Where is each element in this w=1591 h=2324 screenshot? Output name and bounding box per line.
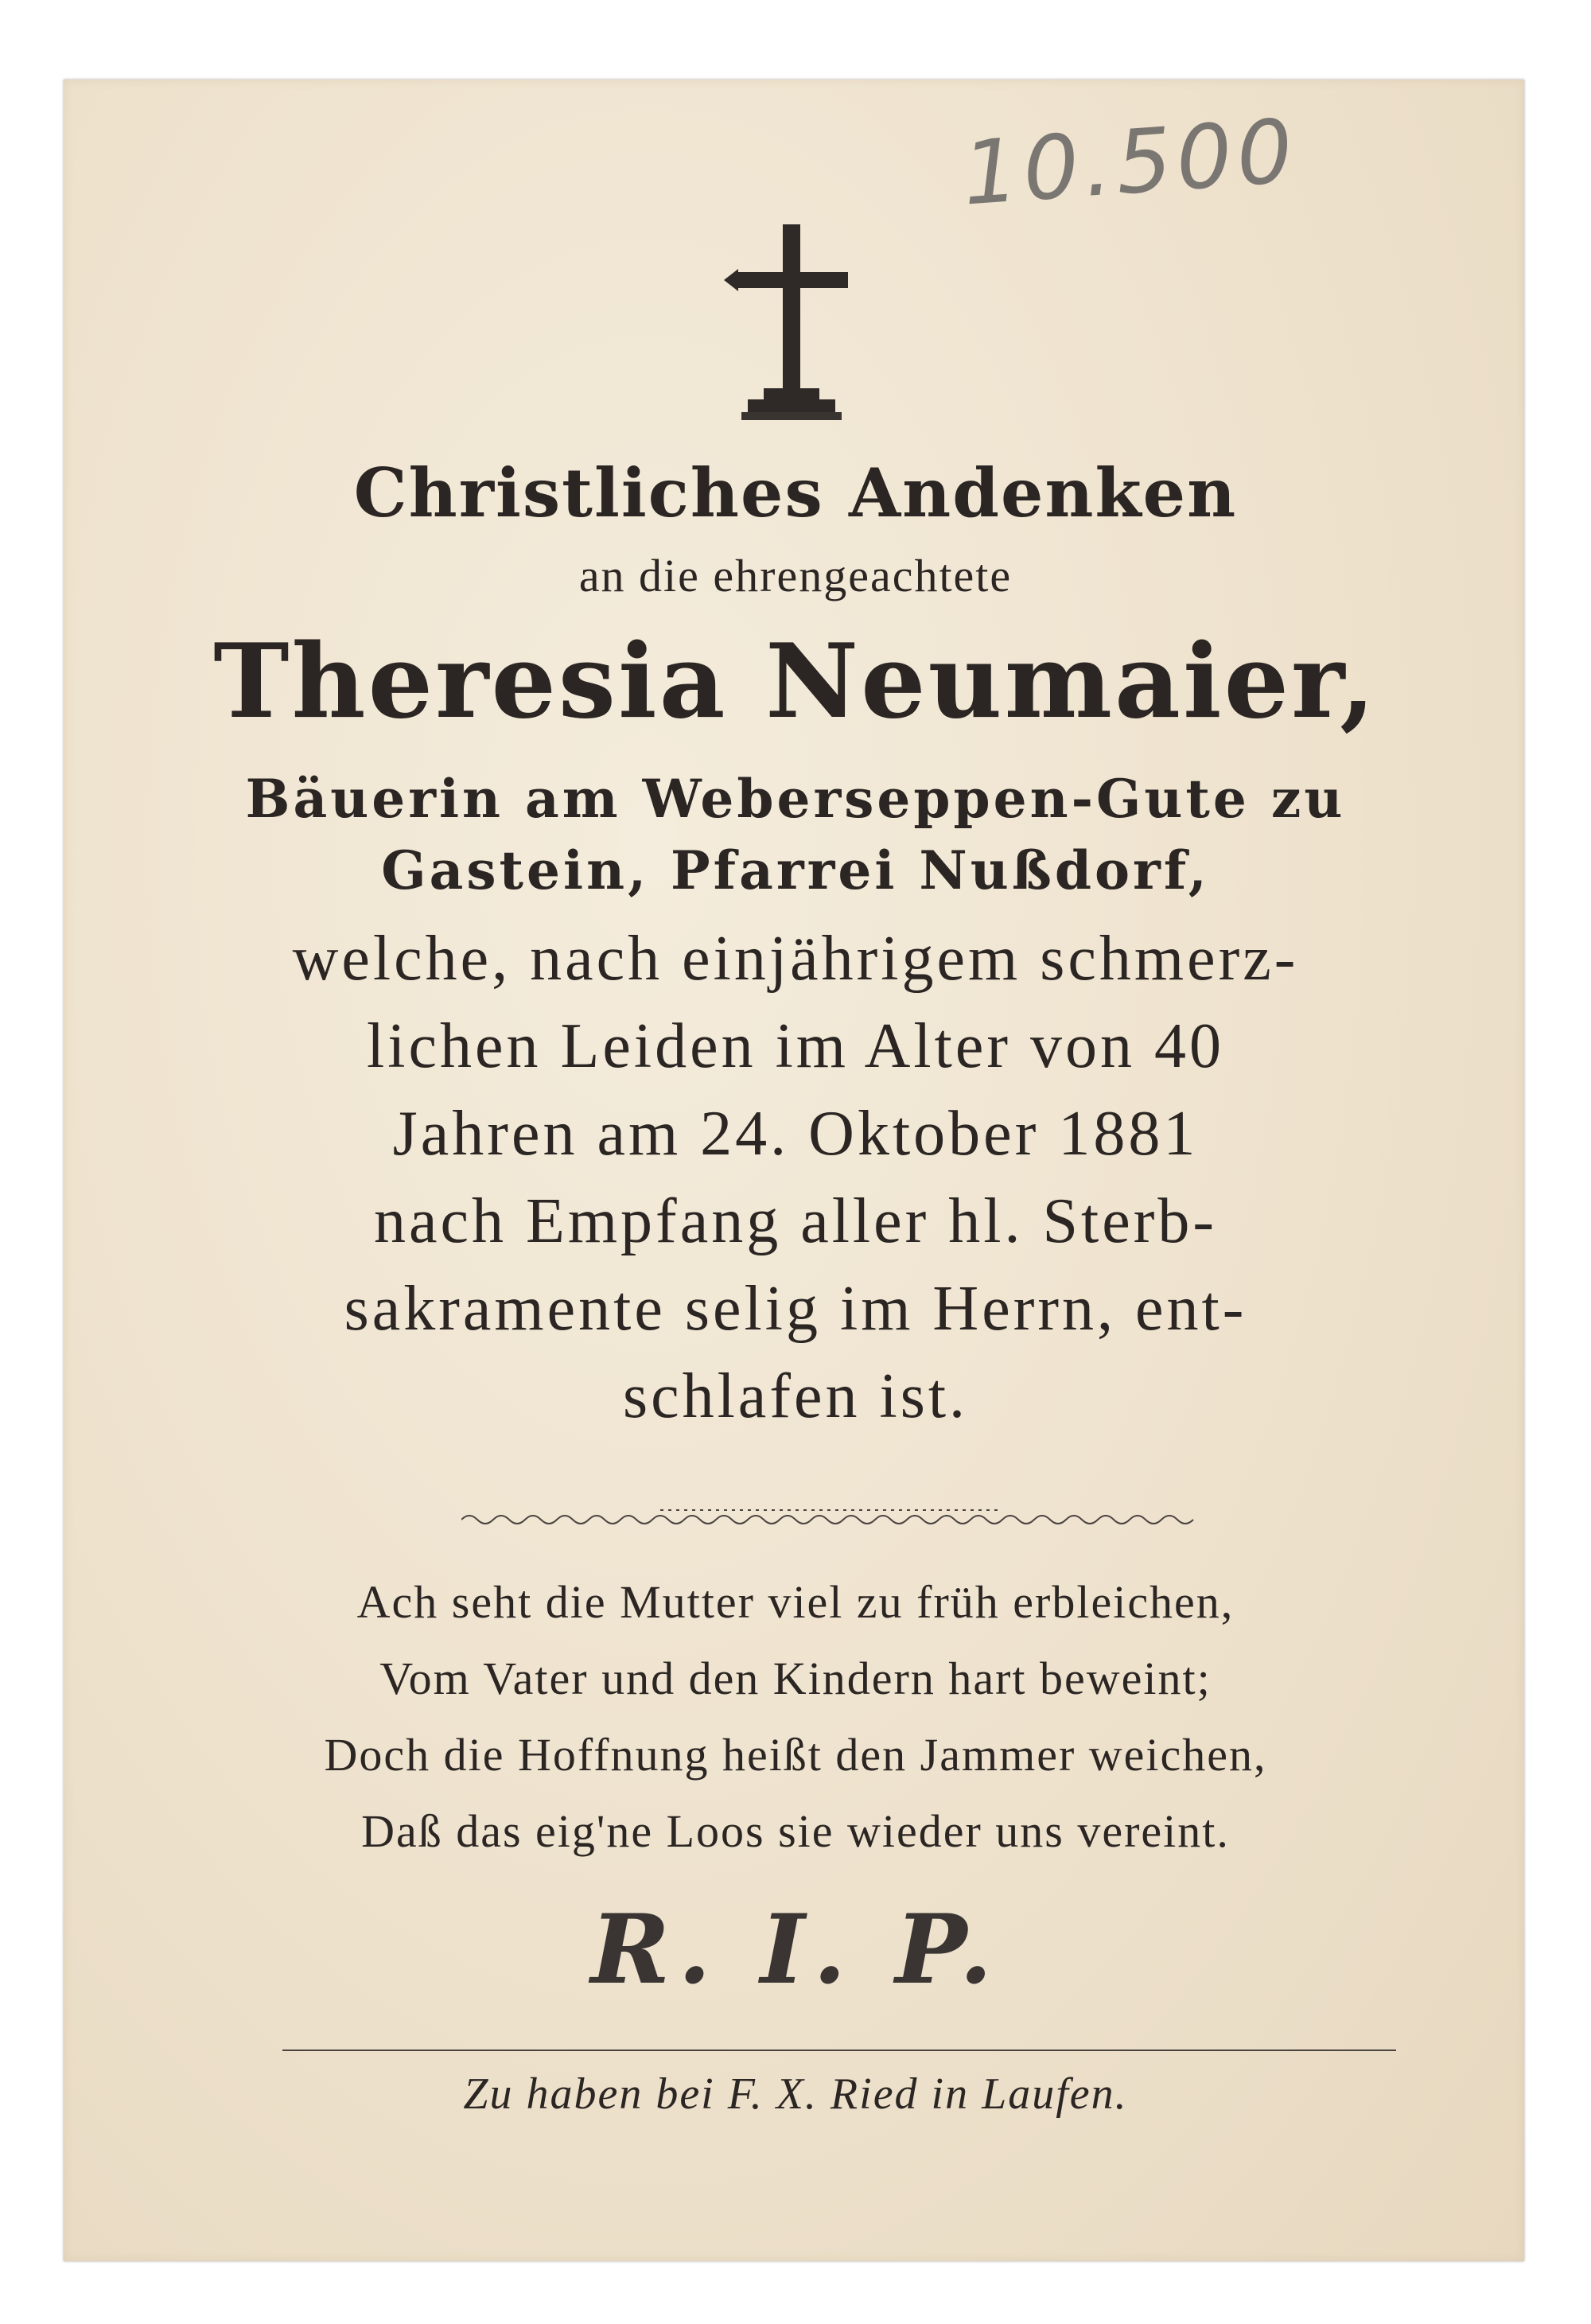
body-line-1: welche, nach einjährigem schmerz- <box>292 924 1299 994</box>
handwritten-number: 10.500 <box>959 99 1301 225</box>
body-line-3: Jahren am 24. Oktober 1881 <box>392 1099 1199 1169</box>
occupation-line-1: Bäuerin am Weberseppen-Gute zu <box>245 768 1346 830</box>
body-line-2: lichen Leiden im Alter von 40 <box>367 1011 1224 1081</box>
verse-line-2: Vom Vater und den Kindern hart beweint; <box>379 1652 1212 1704</box>
occupation-line-2: Gastein, Pfarrei Nußdorf, <box>381 839 1210 901</box>
printer-imprint: Zu haben bei F. X. Ried in Laufen. <box>463 2069 1128 2119</box>
card-subtitle: an die ehrengeachtete <box>578 550 1013 601</box>
body-line-4: nach Empfang aller hl. Sterb- <box>373 1186 1218 1256</box>
body-line-5: sakramente selig im Herrn, ent- <box>344 1274 1247 1344</box>
verse-line-4: Daß das eig'ne Loos sie wieder uns vereint. <box>361 1805 1230 1857</box>
cross-icon <box>724 224 859 431</box>
card-title: Christliches Andenken <box>353 454 1238 532</box>
body-line-6: schlafen ist. <box>622 1361 969 1431</box>
deceased-name: Theresia Neumaier, <box>213 622 1378 742</box>
ornamental-divider <box>461 1505 1201 1529</box>
footer-rule <box>282 2050 1396 2051</box>
verse-line-1: Ach seht die Mutter viel zu früh erbleichen, <box>356 1576 1235 1628</box>
rip-inscription: R. I. P. <box>590 1894 1001 2006</box>
verse-line-3: Doch die Hoffnung heißt den Jammer weichen, <box>324 1729 1267 1781</box>
